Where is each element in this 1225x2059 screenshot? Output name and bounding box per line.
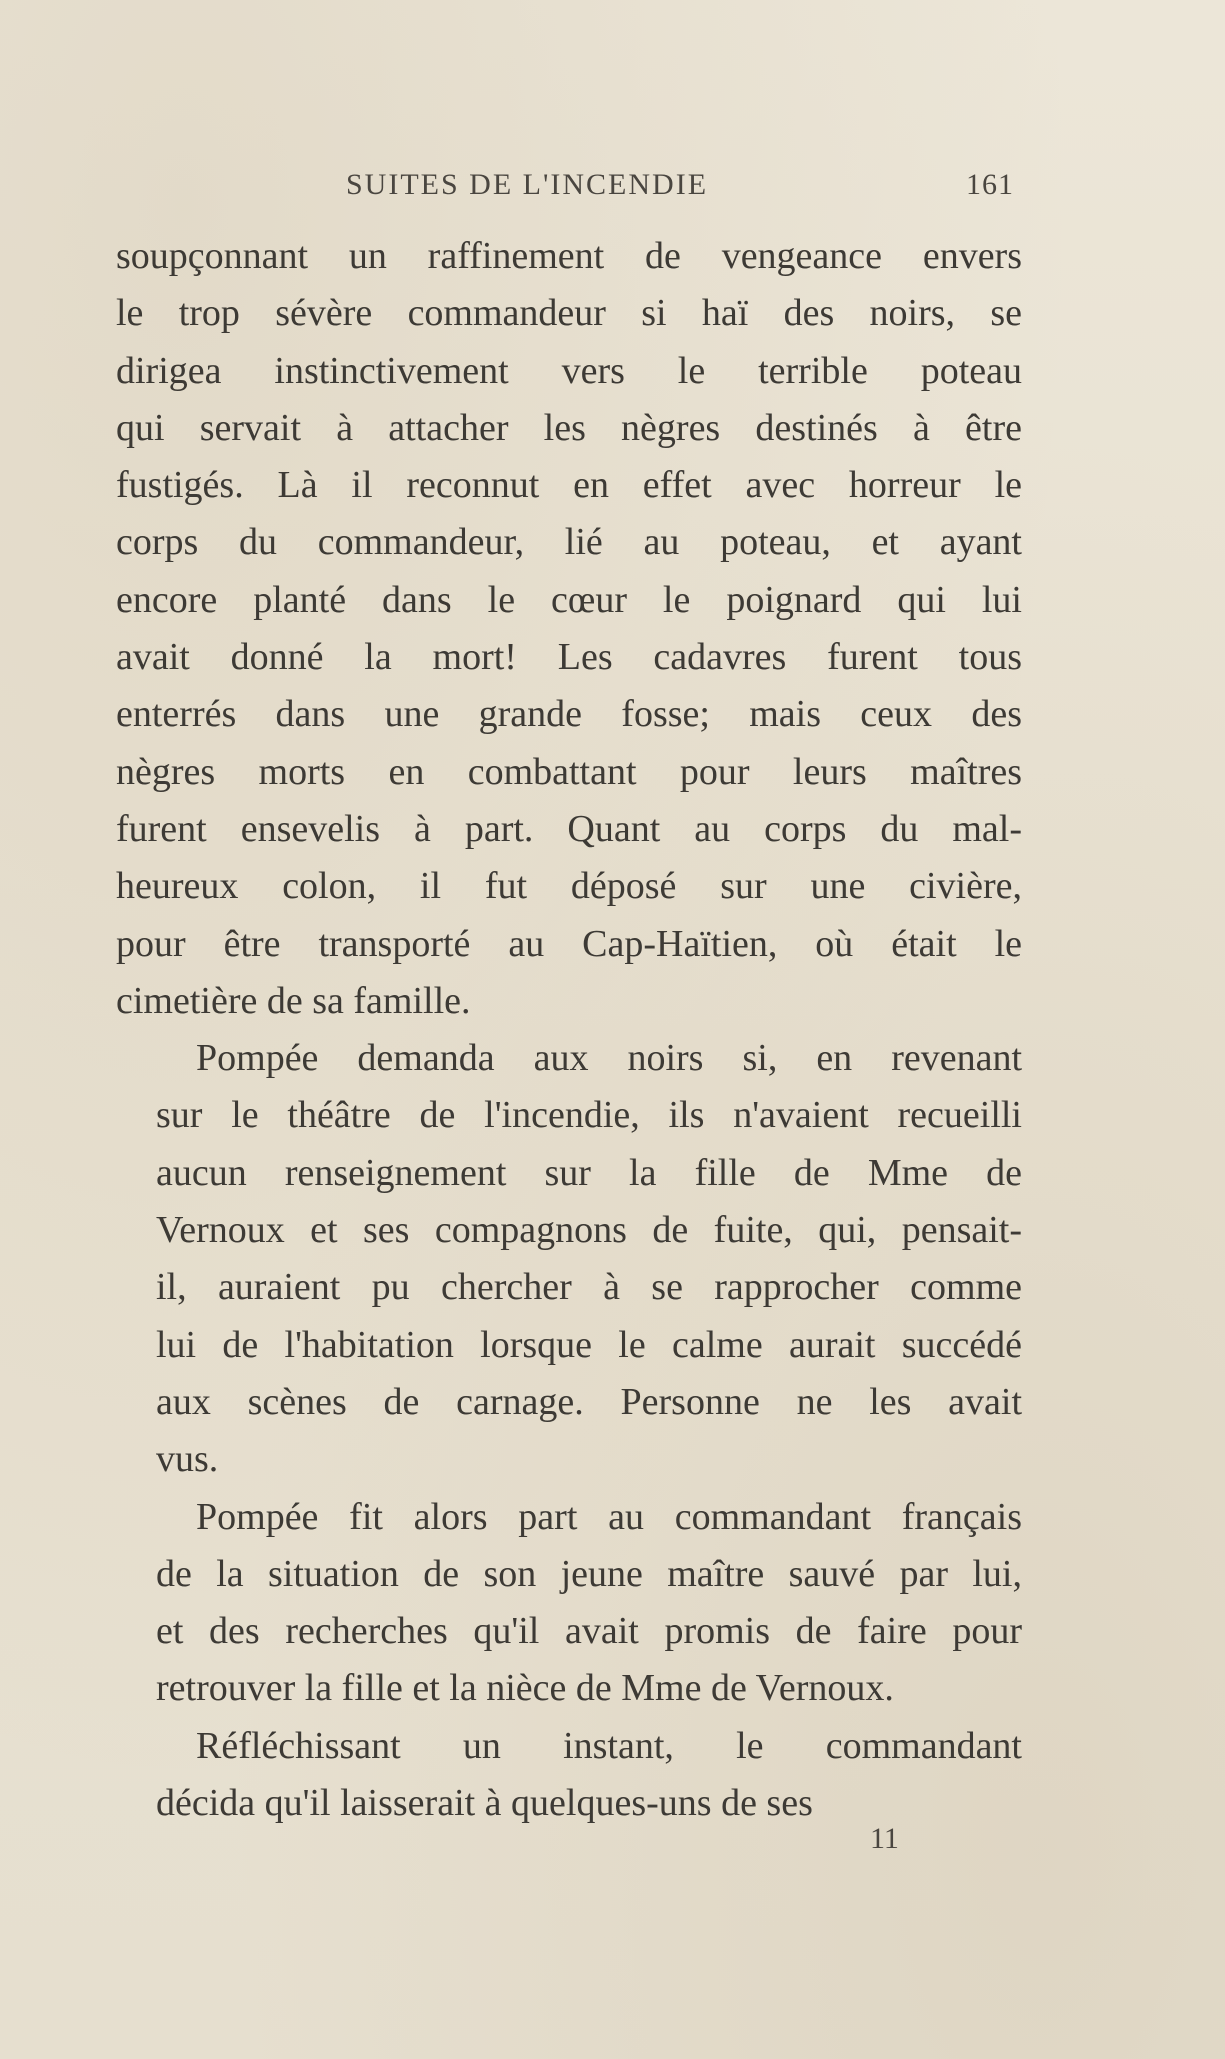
text-line: enterrés dans une grande fosse; mais ceux des: [116, 693, 1022, 736]
text-line: avait donné la mort! Les cadavres furent tous: [116, 636, 1022, 679]
text-line: encore planté dans le cœur le poignard qui lui: [116, 578, 1022, 621]
paragraph: [116, 1489, 1022, 1718]
text-line: qui servait à attacher les nègres destinés à être: [116, 406, 1022, 449]
text-line: décida qu'il laisserait à quelques-uns de ses: [156, 1782, 813, 1825]
text-line: heureux colon, il fut déposé sur une civière,: [116, 865, 1022, 908]
running-title: SUITES DE L'INCENDIE: [346, 168, 709, 201]
text-line: cimetière de sa famille.: [116, 979, 471, 1022]
running-head: [116, 168, 1014, 212]
paragraph: [116, 228, 1022, 1030]
text-line: lui de l'habitation lorsque le calme aurait succédé: [156, 1323, 1022, 1366]
text-line: il, auraient pu chercher à se rapprocher comme: [156, 1266, 1022, 1309]
text-line: retrouver la fille et la nièce de Mme de Vernoux.: [156, 1667, 894, 1710]
text-line: vus.: [156, 1438, 219, 1481]
text-line: Pompée demanda aux noirs si, en revenant: [196, 1037, 1022, 1080]
text-line: aux scènes de carnage. Personne ne les avait: [156, 1380, 1022, 1423]
body-text: [116, 228, 1022, 1832]
text-line: de la situation de son jeune maître sauvé par lui,: [156, 1552, 1022, 1595]
text-line: le trop sévère commandeur si haï des noirs, se: [116, 292, 1022, 335]
text-line: dirigea instinctivement vers le terrible poteau: [116, 349, 1022, 392]
text-line: soupçonnant un raffinement de vengeance envers: [116, 235, 1022, 277]
text-line: pour être transporté au Cap-Haïtien, où était le: [116, 922, 1022, 965]
text-line: Réfléchissant un instant, le commandant: [196, 1724, 1022, 1767]
paragraph: [116, 1030, 1022, 1488]
text-line: corps du commandeur, lié au poteau, et ayant: [116, 521, 1022, 564]
paragraph: [116, 1718, 1022, 1833]
signature-mark: 11: [870, 1822, 899, 1855]
text-line: nègres morts en combattant pour leurs maîtres: [116, 750, 1022, 793]
text-line: aucun renseignement sur la fille de Mme de: [156, 1151, 1022, 1194]
text-line: furent ensevelis à part. Quant au corps du mal-: [116, 807, 1022, 850]
text-line: Pompée fit alors part au commandant français: [196, 1495, 1022, 1538]
text-line: et des recherches qu'il avait promis de faire pour: [156, 1610, 1022, 1653]
page-number: 161: [966, 168, 1014, 201]
text-line: Vernoux et ses compagnons de fuite, qui, pensait-: [156, 1209, 1022, 1252]
text-line: sur le théâtre de l'incendie, ils n'avaient recueilli: [156, 1094, 1022, 1137]
text-line: fustigés. Là il reconnut en effet avec horreur le: [116, 464, 1022, 507]
